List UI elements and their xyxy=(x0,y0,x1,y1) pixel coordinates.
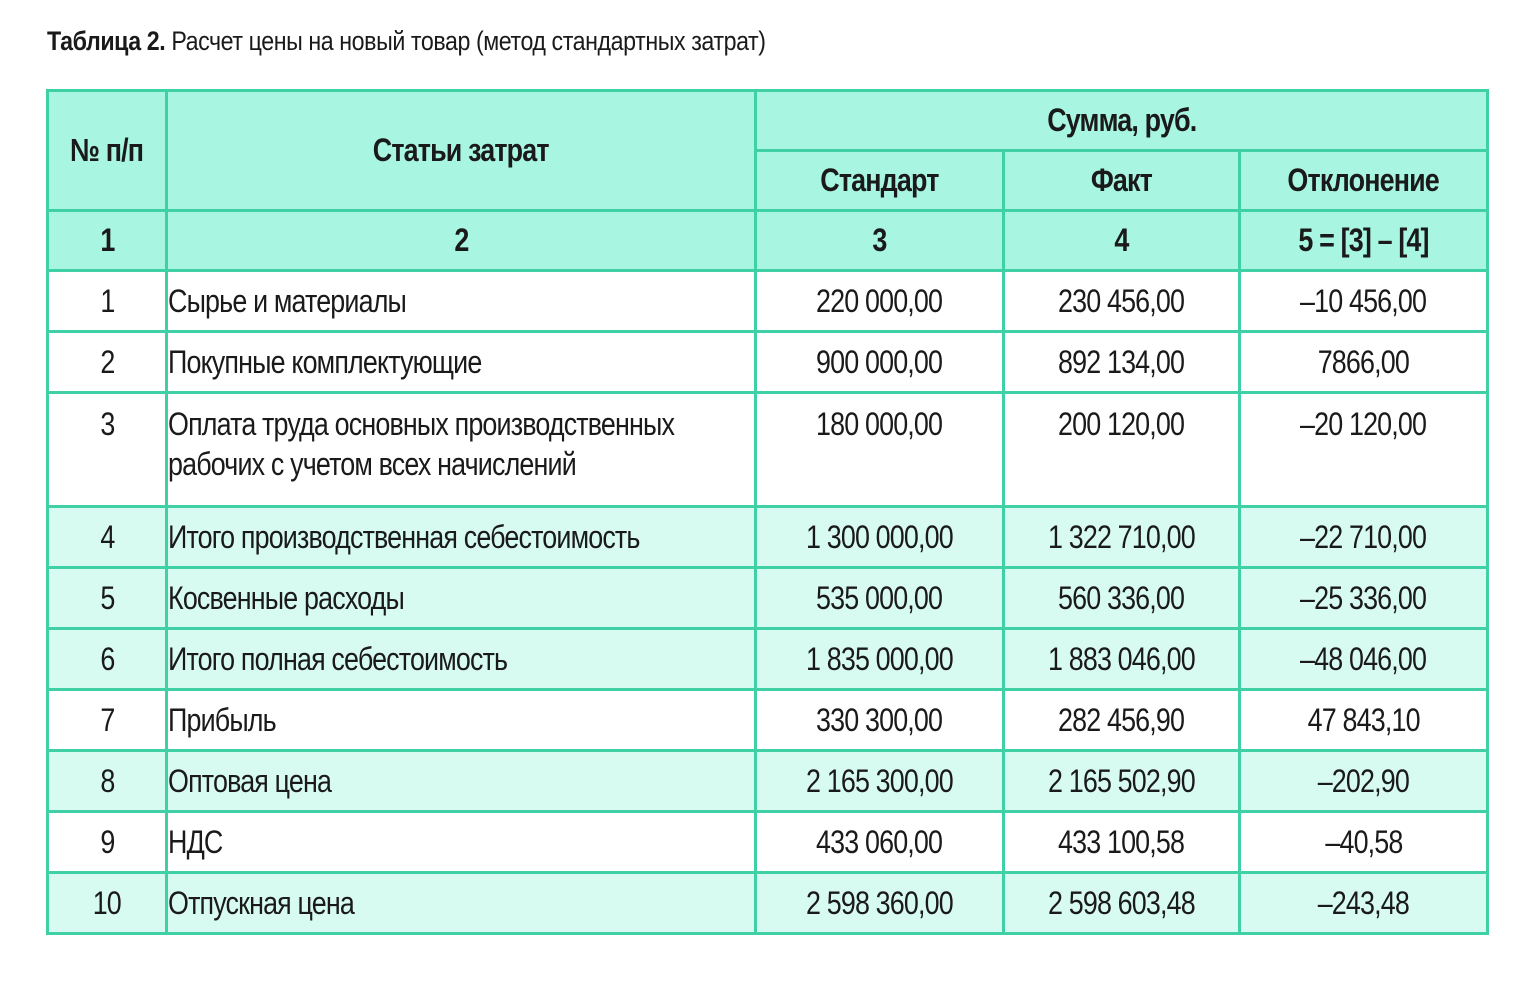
row-fact: 1 883 046,00 xyxy=(1004,629,1240,690)
table-row xyxy=(48,690,1488,751)
row-standard: 535 000,00 xyxy=(756,568,1004,629)
row-num: 5 xyxy=(48,568,167,629)
row-item: Сырье и материалы xyxy=(167,271,756,332)
row-deviation: 47 843,10 xyxy=(1240,690,1488,751)
row-num: 6 xyxy=(48,629,167,690)
table-header xyxy=(48,91,1488,271)
row-num: 4 xyxy=(48,507,167,568)
table-row xyxy=(48,812,1488,873)
row-standard: 220 000,00 xyxy=(756,271,1004,332)
row-standard: 1 835 000,00 xyxy=(756,629,1004,690)
row-standard: 433 060,00 xyxy=(756,812,1004,873)
row-item: Итого производственная себестоимость xyxy=(167,507,756,568)
table-row xyxy=(48,393,1488,507)
table-body xyxy=(48,271,1488,934)
row-standard: 1 300 000,00 xyxy=(756,507,1004,568)
row-fact: 200 120,00 xyxy=(1004,393,1240,507)
header-standard: Стандарт xyxy=(756,151,1004,211)
row-item: Отпускная цена xyxy=(167,873,756,934)
table-row xyxy=(48,751,1488,812)
row-deviation: –202,90 xyxy=(1240,751,1488,812)
row-num: 1 xyxy=(48,271,167,332)
row-deviation: –243,48 xyxy=(1240,873,1488,934)
row-deviation: –25 336,00 xyxy=(1240,568,1488,629)
cost-table xyxy=(46,89,1489,935)
header-item: Статьи затрат xyxy=(167,91,756,211)
column-number: 2 xyxy=(167,211,756,271)
row-item: НДС xyxy=(167,812,756,873)
column-number: 4 xyxy=(1004,211,1240,271)
table-row xyxy=(48,568,1488,629)
row-num: 3 xyxy=(48,393,167,507)
row-fact: 433 100,58 xyxy=(1004,812,1240,873)
row-fact: 230 456,00 xyxy=(1004,271,1240,332)
table-row xyxy=(48,507,1488,568)
row-fact: 560 336,00 xyxy=(1004,568,1240,629)
row-deviation: –40,58 xyxy=(1240,812,1488,873)
row-standard: 2 598 360,00 xyxy=(756,873,1004,934)
table-row xyxy=(48,629,1488,690)
row-num: 7 xyxy=(48,690,167,751)
row-fact: 2 598 603,48 xyxy=(1004,873,1240,934)
row-item: Оплата труда основных производственных рабочих с учетом всех начислений xyxy=(167,393,756,507)
row-num: 9 xyxy=(48,812,167,873)
row-item: Покупные комплектующие xyxy=(167,332,756,393)
column-number: 3 xyxy=(756,211,1004,271)
table-caption xyxy=(47,26,766,57)
row-deviation: –10 456,00 xyxy=(1240,271,1488,332)
row-standard: 330 300,00 xyxy=(756,690,1004,751)
row-deviation: –48 046,00 xyxy=(1240,629,1488,690)
row-deviation: 7866,00 xyxy=(1240,332,1488,393)
column-number: 1 xyxy=(48,211,167,271)
row-fact: 282 456,90 xyxy=(1004,690,1240,751)
table-row xyxy=(48,271,1488,332)
row-fact: 2 165 502,90 xyxy=(1004,751,1240,812)
row-num: 10 xyxy=(48,873,167,934)
caption-text: Расчет цены на новый товар (метод стандартных затрат) xyxy=(165,26,766,56)
table-row xyxy=(48,873,1488,934)
row-deviation: –20 120,00 xyxy=(1240,393,1488,507)
caption-label: Таблица 2. xyxy=(47,26,166,56)
column-number: 5 = [3] – [4] xyxy=(1240,211,1488,271)
row-num: 2 xyxy=(48,332,167,393)
row-num: 8 xyxy=(48,751,167,812)
header-fact: Факт xyxy=(1004,151,1240,211)
row-item: Итого полная себестоимость xyxy=(167,629,756,690)
row-item: Прибыль xyxy=(167,690,756,751)
row-fact: 892 134,00 xyxy=(1004,332,1240,393)
row-standard: 900 000,00 xyxy=(756,332,1004,393)
header-sum: Сумма, руб. xyxy=(756,91,1488,151)
row-item: Косвенные расходы xyxy=(167,568,756,629)
row-deviation: –22 710,00 xyxy=(1240,507,1488,568)
header-num: № п/п xyxy=(48,91,167,211)
row-standard: 2 165 300,00 xyxy=(756,751,1004,812)
row-item: Оптовая цена xyxy=(167,751,756,812)
table-row xyxy=(48,332,1488,393)
header-deviation: Отклонение xyxy=(1240,151,1488,211)
row-fact: 1 322 710,00 xyxy=(1004,507,1240,568)
row-standard: 180 000,00 xyxy=(756,393,1004,507)
